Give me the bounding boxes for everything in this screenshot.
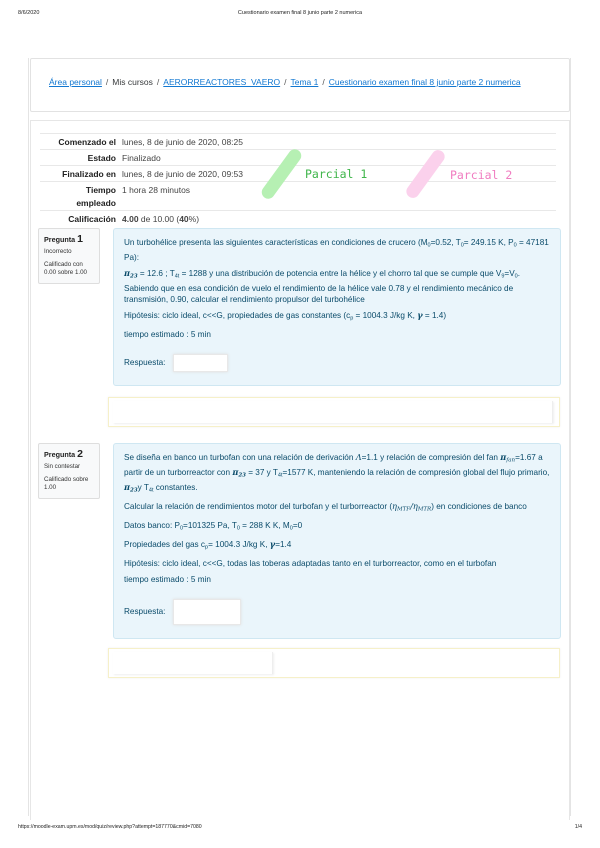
question-2-label: Pregunta	[44, 450, 76, 459]
question-2-paragraph-5: Hipótesis: ciclo ideal, c<<G, todas las toberas adaptadas tanto en el turborreactor, como en el turbofan	[124, 559, 497, 568]
question-1-title	[44, 233, 95, 245]
breadcrumb-separator: /	[322, 77, 325, 87]
question-2-number: 2	[77, 448, 83, 460]
question-2-feedback	[108, 648, 560, 678]
grade-percent-sign: %)	[188, 214, 200, 224]
question-2-info	[38, 443, 100, 499]
annotation-partial-2: Parcial 2	[450, 168, 513, 182]
question-1-content	[113, 228, 561, 386]
annotation-partial-1: Parcial 1	[305, 167, 368, 181]
question-2-answer-label: Respuesta:	[124, 607, 166, 617]
question-1-time-estimate: tiempo estimado : 5 min	[124, 329, 211, 339]
question-2-grade: Calificado sobre 1.00	[44, 476, 89, 491]
question-1-answer-label: Respuesta:	[124, 358, 166, 368]
state-label: Estado	[87, 153, 116, 163]
print-header	[18, 10, 582, 20]
grade-points: 4.00	[122, 214, 139, 224]
grade-label: Calificación	[68, 214, 116, 224]
question-2-status: Sin contestar	[44, 463, 81, 470]
breadcrumb-quiz[interactable]: Cuestionario examen final 8 junio parte 2 numerica	[328, 77, 521, 87]
print-footer	[18, 824, 582, 834]
print-date: 8/6/2020	[18, 10, 40, 16]
breadcrumb-separator: /	[284, 77, 287, 87]
breadcrumb-topic[interactable]: Tema 1	[290, 77, 319, 87]
question-2-time-estimate: tiempo estimado : 5 min	[124, 574, 211, 584]
question-1-paragraph-1: Un turbohélice presenta las siguientes características en condiciones de crucero ($M_0=0.52$, $T_0= 249.15$ K, $P_0 = 47181$ Pa):	[124, 238, 549, 262]
question-1-label: Pregunta	[44, 235, 76, 244]
question-2-content	[113, 443, 561, 639]
question-1-grade: Calificado con 0.00 sobre 1.00	[44, 261, 88, 276]
question-1-answer-input[interactable]	[173, 354, 228, 372]
question-2-paragraph-1: Se diseña en banco un turbofan con una relación de derivación Λ=1.1 y relación de compresión del fan $\pi_{fan}=1.67$ a partir de un turborreactor con $\pi_{23} = 37$ y $T_{4t}=1577$ K, manteniendo la relación de compresión global del flujo primario, $\pi_{23}y$ $T_{4t}$ constantes.	[124, 452, 550, 494]
question-1-info	[38, 228, 100, 284]
summary-row-started	[40, 133, 556, 149]
started-value: lunes, 8 de junio de 2020, 08:25	[122, 137, 243, 147]
finished-value: lunes, 8 de junio de 2020, 09:53	[122, 169, 243, 179]
time-value: 1 hora 28 minutos	[122, 185, 191, 195]
print-page-number: 1/4	[574, 824, 582, 830]
finished-label: Finalizado en	[62, 169, 116, 179]
question-1-status: Incorrecto	[44, 248, 72, 255]
question-2-paragraph-2: Calcular la relación de rendimientos motor del turbofan y el turborreactor $(\eta_{MTF}/\eta_{MTR})$ en condiciones de banco	[124, 501, 527, 513]
started-label: Comenzado el	[58, 137, 116, 147]
question-2-answer-row	[124, 599, 550, 625]
question-2-paragraph-4: Propiedades del gas $c_p= 1004.3$ J/kg K, γ=1.4	[124, 539, 292, 551]
question-1-answer-row	[124, 354, 550, 372]
summary-row-time	[40, 181, 556, 210]
breadcrumb-my-courses: Mis cursos	[112, 77, 153, 87]
breadcrumb-home[interactable]: Área personal	[49, 77, 102, 87]
grade-percent: 40	[179, 214, 189, 224]
question-2-paragraph-3: Datos banco: $P_0=101325$ Pa, $T_0 = 288$ K K, $M_0=0$	[124, 521, 303, 532]
state-value: Finalizado	[122, 153, 161, 163]
question-2-title	[44, 448, 95, 460]
question-1-feedback	[108, 397, 560, 427]
breadcrumb-card	[30, 58, 570, 112]
print-url: https://moodle-exam.upm.es/mod/quiz/review.php?attempt=187770&cmid=7080	[18, 824, 202, 830]
time-label: Tiempo empleado	[76, 185, 116, 208]
question-2-feedback-inner	[113, 652, 273, 674]
breadcrumb	[49, 77, 521, 87]
breadcrumb-separator: /	[105, 77, 109, 87]
question-1-feedback-inner	[113, 401, 553, 423]
question-2-answer-input[interactable]	[173, 599, 241, 625]
summary-row-grade	[40, 210, 556, 226]
print-title: Cuestionario examen final 8 junio parte 2 numerica	[237, 10, 363, 16]
question-1-paragraph-2: $\pi_{23} = 12.6$ ; $T_{4t} = 1288$ y una distribución de potencia entre la hélice y el chorro tal que se cumple que $V_9=V_0$. Sabiendo que en esa condición de vuelo el rendimiento de la hélice vale 0.78 y el rendimiento mecánico de transmisión, 0.90, calcular el rendimiento propulsor del turbohélice	[124, 267, 521, 304]
breadcrumb-separator: /	[156, 77, 160, 87]
question-1-paragraph-3: Hipótesis: ciclo ideal, c<<G, propiedades de gas constantes ($c_p = 1004.3$ J/kg K, γ = 1.4)	[124, 309, 447, 321]
grade-max: de 10.00 (	[138, 214, 180, 224]
breadcrumb-course[interactable]: AERORREACTORES_VAERO	[163, 77, 281, 87]
question-1-number: 1	[77, 233, 83, 245]
grade-value	[122, 213, 556, 226]
